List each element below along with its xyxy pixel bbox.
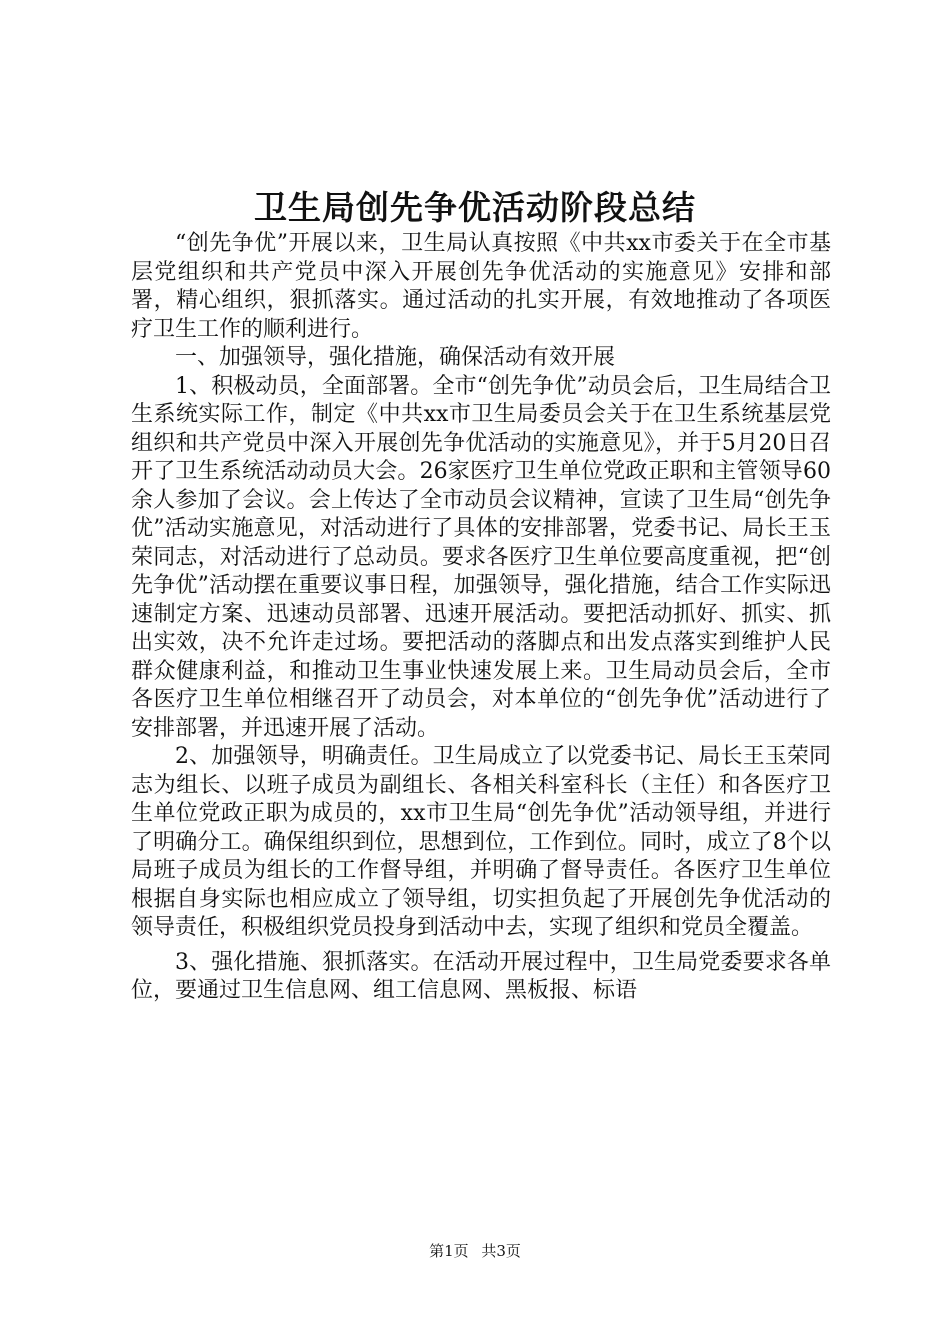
page-number: 第1页 [429, 1242, 469, 1260]
paragraph-item-3: 3、强化措施、狠抓落实。在活动开展过程中，卫生局党委要求各单位，要通过卫生信息网、组工信息网、黑板报、标语 [131, 949, 831, 1003]
document-title: 卫生局创先争优活动阶段总结 [254, 188, 696, 227]
page-total: 共3页 [481, 1242, 521, 1260]
page-footer [0, 1241, 950, 1261]
paragraph-intro: “创先争优”开展以来，卫生局认真按照《中共xx市委关于在全市基层党组织和共产党员中深入开展创先争优活动的实施意见》安排和部署，精心组织，狠抓落实。通过活动的扎实开展，有效地推动了各项医疗卫生工作的顺利进行。 [131, 231, 831, 342]
paragraph-item-2: 2、加强领导，明确责任。卫生局成立了以党委书记、局长王玉荣同志为组长、以班子成员为副组长、各相关科室科长（主任）和各医疗卫生单位党政正职为成员的，xx市卫生局“创先争优”活动领导组，并进行了明确分工。确保组织到位，思想到位，工作到位。同时，成立了8个以局班子成员为组长的工作督导组，并明确了督导责任。各医疗卫生单位根据自身实际也相应成立了领导组，切实担负起了开展创先争优活动的领导责任，积极组织党员投身到活动中去，实现了组织和党员全覆盖。 [131, 744, 831, 940]
section-heading-1: 一、加强领导，强化措施，确保活动有效开展 [175, 345, 616, 370]
paragraph-item-1: 1、积极动员，全面部署。全市“创先争优”动员会后，卫生局结合卫生系统实际工作，制定《中共xx市卫生局委员会关于在卫生系统基层党组织和共产党员中深入开展创先争优活动的实施意见》，并于5月20日召开了卫生系统活动动员大会。26家医疗卫生单位党政正职和主管领导60余人参加了会议。会上传达了全市动员会议精神，宣读了卫生局“创先争优”活动实施意见，对活动进行了具体的安排部署，党委书记、局长王玉荣同志，对活动进行了总动员。要求各医疗卫生单位要高度重视，把“创先争优”活动摆在重要议事日程，加强领导，强化措施，结合工作实际迅速制定方案、迅速动员部署、迅速开展活动。要把活动抓好、抓实、抓出实效，决不允许走过场。要把活动的落脚点和出发点落实到维护人民群众健康利益，和推动卫生事业快速发展上来。卫生局动员会后，全市各医疗卫生单位相继召开了动员会，对本单位的“创先争优”活动进行了安排部署，并迅速开展了活动。 [131, 373, 831, 741]
document-body [131, 230, 831, 1006]
